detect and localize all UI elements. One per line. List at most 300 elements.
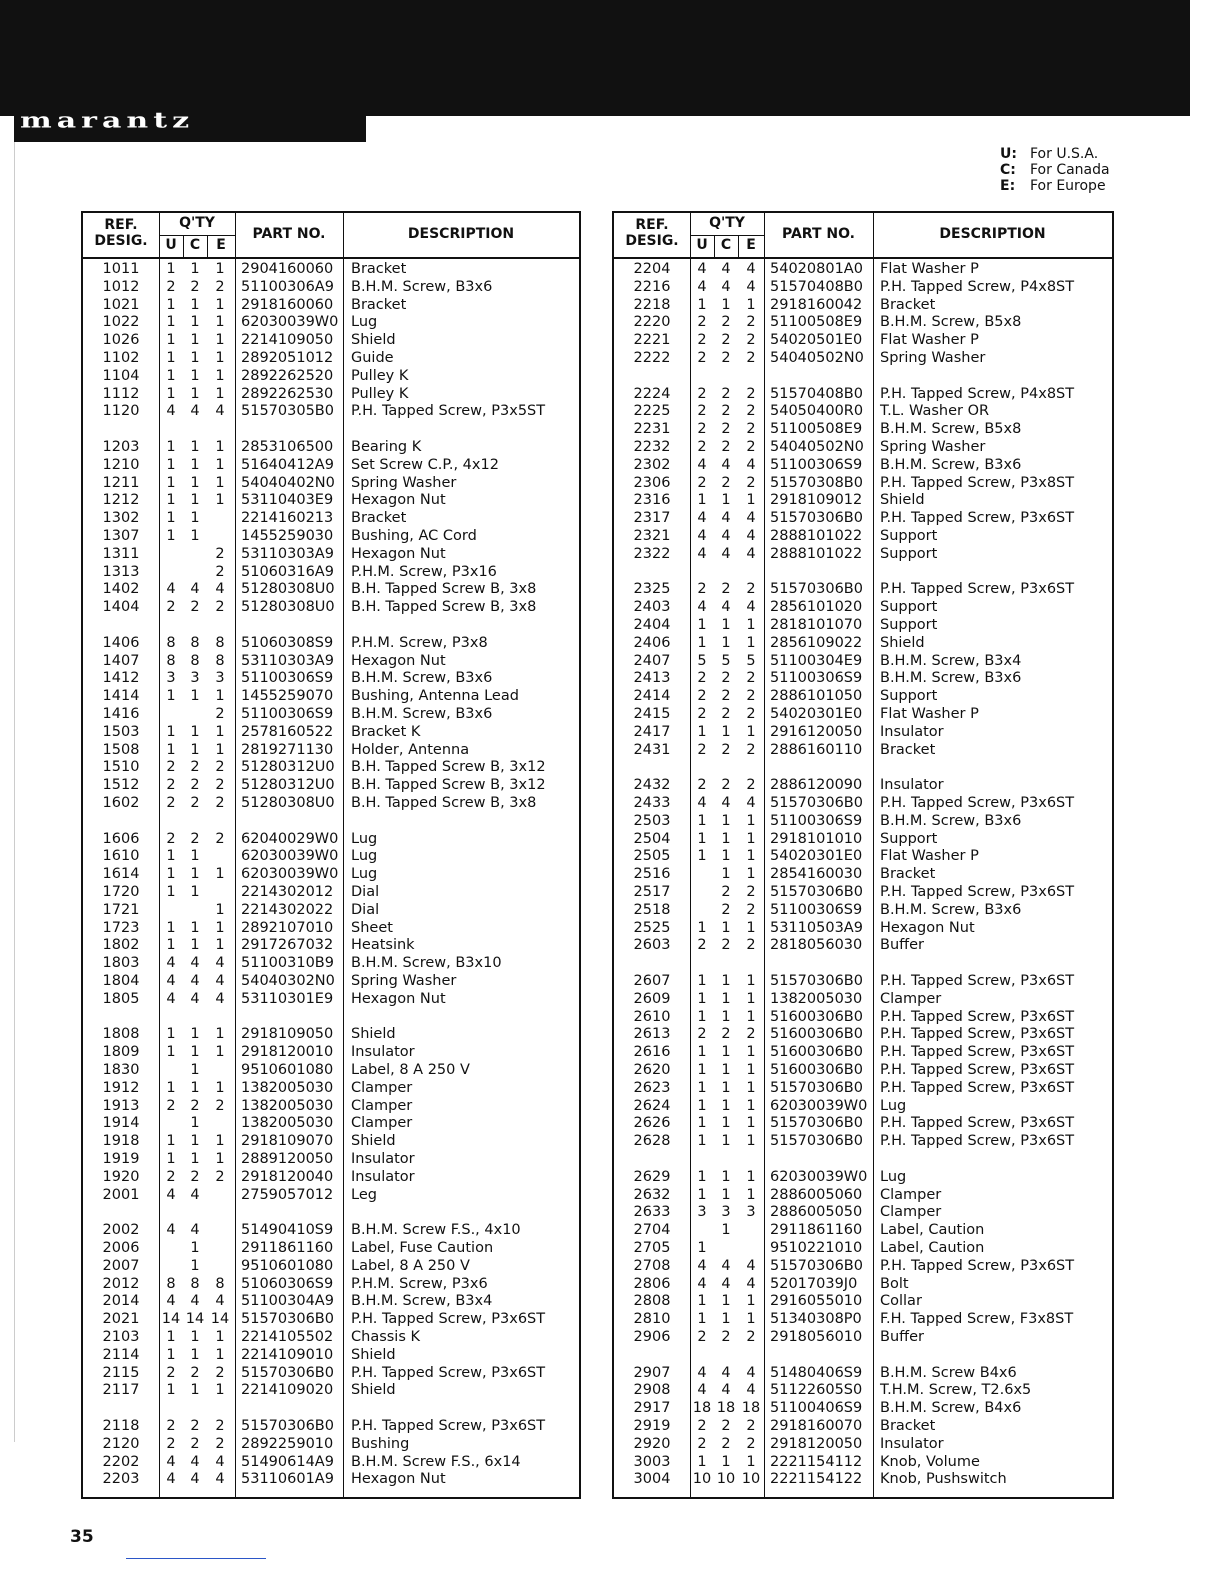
qty-c-cell: 1 (190, 919, 200, 936)
part-no-cell: 51100306S9 (241, 670, 334, 687)
description-cell: Clamper (351, 1097, 413, 1114)
qty-c-cell: 1 (190, 385, 200, 402)
qty-e-cell: 2 (746, 421, 756, 438)
header-description: DESCRIPTION (407, 226, 515, 242)
ref-desig-cell: 2007 (102, 1257, 140, 1274)
description-cell: B.H. Tapped Screw B, 3x8 (351, 581, 537, 598)
qty-u-cell: 2 (166, 1168, 176, 1185)
qty-c-cell: 2 (721, 332, 731, 349)
qty-e-cell: 1 (746, 848, 756, 865)
qty-u-cell: 1 (697, 1133, 707, 1150)
description-cell: P.H. Tapped Screw, P3x6ST (880, 1115, 1075, 1132)
table-row (614, 848, 1112, 866)
part-no-cell: 1382005030 (241, 1097, 334, 1114)
qty-e-cell: 1 (215, 314, 225, 331)
ref-desig-cell: 2906 (633, 1329, 671, 1345)
qty-e-cell: 1 (215, 1329, 225, 1345)
table-row (83, 1187, 579, 1205)
part-no-cell: 62030039W0 (770, 1168, 868, 1185)
qty-e-cell: 2 (746, 741, 756, 758)
qty-c-cell: 4 (190, 1471, 200, 1488)
description-cell: Support (880, 545, 938, 562)
description-cell: Leg (351, 1186, 377, 1203)
qty-c-cell: 3 (190, 670, 200, 687)
part-no-cell: 2214109050 (241, 332, 334, 349)
header-banner (0, 0, 1190, 116)
qty-c-cell: 1 (721, 1079, 731, 1096)
qty-e-cell: 1 (746, 617, 756, 633)
table-row (83, 528, 579, 546)
qty-c-cell: 4 (190, 973, 200, 989)
header-u: U (696, 237, 708, 253)
description-cell: P.H. Tapped Screw, P3x6ST (880, 884, 1075, 900)
ref-desig-cell: 1508 (102, 741, 140, 758)
ref-desig-cell: 3004 (633, 1471, 671, 1488)
qty-c-cell: 1 (721, 617, 731, 633)
qty-e-cell: 2 (746, 901, 756, 918)
description-cell: P.H. Tapped Screw, P3x6ST (880, 581, 1075, 598)
table-row (83, 457, 579, 475)
table-row (614, 653, 1112, 671)
qty-c-cell: 14 (185, 1311, 205, 1328)
qty-u-cell: 4 (697, 1382, 707, 1399)
qty-e-cell: 2 (215, 795, 225, 811)
description-cell: B.H. Tapped Screw B, 3x12 (351, 759, 546, 776)
part-no-cell: 2918109070 (241, 1133, 334, 1150)
qty-e-cell: 1 (746, 1115, 756, 1132)
qty-c-cell: 2 (721, 1418, 731, 1434)
qty-u-cell: 4 (166, 990, 176, 1007)
ref-desig-cell: 1805 (102, 990, 140, 1007)
part-no-cell: 51570306B0 (770, 510, 863, 527)
parts-table-left (81, 211, 581, 1499)
qty-c-cell: 1 (721, 1115, 731, 1132)
qty-e-cell: 1 (215, 1044, 225, 1061)
part-no-cell: 2918056010 (770, 1329, 863, 1345)
ref-desig-cell: 1311 (102, 545, 140, 562)
part-no-cell: 54020301E0 (770, 848, 863, 865)
description-cell: Insulator (351, 1151, 415, 1167)
part-no-cell: 51280308U0 (241, 795, 335, 811)
table-row (83, 1115, 579, 1133)
ref-desig-cell: 2203 (102, 1471, 140, 1488)
ref-desig-cell: 1120 (102, 403, 140, 420)
ref-desig-cell: 2220 (633, 314, 671, 331)
ref-desig-cell: 2505 (633, 848, 671, 865)
description-cell: P.H. Tapped Screw, P3x6ST (880, 510, 1075, 527)
part-no-cell: 62040029W0 (241, 830, 339, 847)
qty-c-cell: 1 (190, 1026, 200, 1043)
qty-u-cell: 2 (697, 1329, 707, 1345)
part-no-cell: 2221154112 (770, 1453, 863, 1470)
part-no-cell: 2854160030 (770, 866, 863, 883)
qty-c-cell: 1 (721, 973, 731, 989)
qty-e-cell: 4 (746, 261, 756, 277)
qty-u-cell: 1 (697, 1097, 707, 1114)
qty-u-cell: 2 (697, 937, 707, 954)
qty-u-cell: 2 (166, 759, 176, 776)
description-cell: Buffer (880, 1329, 925, 1345)
qty-c-cell: 1 (721, 812, 731, 829)
qty-c-cell: 2 (190, 1418, 200, 1434)
qty-c-cell: 4 (721, 528, 731, 544)
description-cell: B.H.M. Screw, B3x10 (351, 955, 502, 972)
qty-c-cell: 4 (721, 278, 731, 295)
table-row (83, 1365, 579, 1383)
part-no-cell: 51600306B0 (770, 1044, 863, 1061)
qty-u-cell: 1 (166, 937, 176, 954)
part-no-cell: 2886160110 (770, 741, 863, 758)
table-row (83, 1329, 579, 1347)
qty-u-cell: 1 (697, 1186, 707, 1203)
ref-desig-cell: 1802 (102, 937, 140, 954)
ref-desig-cell: 2006 (102, 1240, 140, 1256)
qty-u-cell: 1 (166, 492, 176, 509)
qty-e-cell: 4 (215, 403, 225, 420)
qty-c-cell: 4 (190, 1186, 200, 1203)
qty-c-cell: 4 (721, 510, 731, 527)
ref-desig-cell: 2433 (633, 795, 671, 811)
qty-e-cell: 4 (746, 456, 756, 473)
legend-text: For U.S.A. (1030, 146, 1099, 162)
table-row (614, 706, 1112, 724)
qty-e-cell: 2 (746, 1418, 756, 1434)
part-no-cell: 54040502N0 (770, 350, 864, 366)
qty-c-cell: 4 (721, 795, 731, 811)
description-cell: P.H. Tapped Screw, P3x8ST (880, 474, 1075, 491)
table-row (83, 848, 579, 866)
qty-c-cell: 1 (190, 884, 200, 900)
table-row (83, 492, 579, 510)
ref-desig-cell: 1919 (102, 1151, 140, 1167)
qty-u-cell: 2 (166, 830, 176, 847)
part-no-cell: 51480406S9 (770, 1364, 863, 1381)
description-cell: Insulator (880, 777, 944, 794)
table-row (614, 1222, 1112, 1240)
part-no-cell: 51060316A9 (241, 563, 334, 580)
qty-c-cell: 2 (721, 1329, 731, 1345)
description-cell: Bushing, Antenna Lead (351, 688, 519, 705)
part-no-cell: 62030039W0 (770, 1097, 868, 1114)
table-row (83, 1258, 579, 1276)
qty-c-cell: 2 (721, 1435, 731, 1452)
ref-desig-cell: 2014 (102, 1293, 140, 1310)
ref-desig-cell: 2002 (102, 1222, 140, 1239)
part-no-cell: 2918109050 (241, 1026, 334, 1043)
qty-e-cell: 2 (746, 937, 756, 954)
part-no-cell: 51280308U0 (241, 599, 335, 616)
part-no-cell: 2892259010 (241, 1435, 334, 1452)
table-row (83, 1151, 579, 1169)
qty-c-cell: 4 (190, 581, 200, 598)
table-row (83, 279, 579, 297)
ref-desig-cell: 2001 (102, 1186, 140, 1203)
ref-desig-cell: 2806 (633, 1275, 671, 1292)
qty-c-cell: 1 (190, 1079, 200, 1096)
part-no-cell: 51640412A9 (241, 456, 334, 473)
table-row (83, 724, 579, 742)
part-no-cell: 51600306B0 (770, 1062, 863, 1078)
description-cell: Bearing K (351, 439, 422, 455)
description-cell: Support (880, 688, 938, 705)
qty-e-cell: 1 (215, 1026, 225, 1043)
qty-e-cell: 1 (746, 1079, 756, 1096)
table-row (614, 475, 1112, 493)
ref-desig-cell: 2302 (633, 456, 671, 473)
qty-u-cell: 1 (166, 296, 176, 313)
table-row (83, 1454, 579, 1472)
description-cell: Hexagon Nut (880, 919, 975, 936)
description-cell: P.H. Tapped Screw, P3x6ST (880, 1133, 1075, 1150)
table-row (614, 920, 1112, 938)
qty-e-cell: 1 (746, 1062, 756, 1078)
qty-e-cell: 1 (746, 723, 756, 740)
qty-c-cell: 2 (721, 421, 731, 438)
header-part-no: PART NO. (252, 226, 326, 242)
qty-e-cell: 3 (215, 670, 225, 687)
qty-c-cell: 2 (190, 759, 200, 776)
description-cell: P.H.M. Screw, P3x16 (351, 563, 497, 580)
qty-u-cell: 4 (697, 599, 707, 616)
description-cell: Support (880, 617, 938, 633)
qty-u-cell: 2 (697, 314, 707, 331)
ref-desig-cell: 1211 (102, 474, 140, 491)
ref-desig-cell: 2623 (633, 1079, 671, 1096)
description-cell: Dial (351, 901, 380, 918)
table-row (614, 350, 1112, 368)
qty-c-cell: 8 (190, 652, 200, 669)
part-no-cell: 2918160060 (241, 296, 334, 313)
qty-u-cell: 1 (697, 1062, 707, 1078)
description-cell: Shield (880, 634, 925, 651)
qty-u-cell: 2 (166, 1364, 176, 1381)
qty-u-cell: 1 (697, 1168, 707, 1185)
ref-desig-cell: 2917 (633, 1400, 671, 1417)
table-row (614, 1062, 1112, 1080)
description-cell: P.H.M. Screw, P3x6 (351, 1275, 488, 1292)
description-cell: Collar (880, 1293, 922, 1310)
ref-desig-cell: 2414 (633, 688, 671, 705)
qty-u-cell: 1 (697, 1453, 707, 1470)
qty-c-cell: 4 (190, 403, 200, 420)
ref-desig-cell: 2218 (633, 296, 671, 313)
ref-desig-cell: 1503 (102, 723, 140, 740)
part-no-cell: 2911861160 (770, 1222, 863, 1239)
legend-code: C: (1000, 162, 1016, 178)
table-row (83, 297, 579, 315)
qty-e-cell: 1 (746, 1168, 756, 1185)
qty-e-cell: 2 (746, 777, 756, 794)
qty-e-cell: 1 (746, 919, 756, 936)
part-no-cell: 2214302012 (241, 884, 334, 900)
description-cell: B.H.M. Screw F.S., 6x14 (351, 1453, 521, 1470)
table-row (614, 795, 1112, 813)
table-row (83, 1240, 579, 1258)
part-no-cell: 2892107010 (241, 919, 334, 936)
description-cell: Clamper (351, 1079, 413, 1096)
qty-c-cell: 1 (721, 990, 731, 1007)
qty-u-cell: 4 (697, 528, 707, 544)
ref-desig-cell: 2415 (633, 706, 671, 722)
qty-u-cell: 2 (166, 1097, 176, 1114)
qty-e-cell: 1 (215, 1382, 225, 1399)
header-description: DESCRIPTION (939, 226, 1046, 242)
ref-desig-cell: 1723 (102, 919, 140, 936)
table-row (83, 902, 579, 920)
qty-c-cell: 2 (721, 670, 731, 687)
description-cell: Flat Washer P (880, 261, 979, 277)
table-row (614, 1240, 1112, 1258)
description-cell: T.L. Washer OR (880, 403, 990, 420)
description-cell: Pulley K (351, 367, 409, 384)
qty-e-cell: 4 (746, 528, 756, 544)
qty-c-cell: 4 (721, 1275, 731, 1292)
table-row (83, 1311, 579, 1329)
ref-desig-cell: 2920 (633, 1435, 671, 1452)
table-row (614, 457, 1112, 475)
table-row (83, 670, 579, 688)
ref-desig-cell: 1210 (102, 456, 140, 473)
qty-u-cell: 2 (697, 439, 707, 455)
qty-u-cell: 1 (166, 919, 176, 936)
qty-c-cell: 1 (721, 723, 731, 740)
description-cell: Bracket K (351, 723, 421, 740)
ref-desig-cell: 2610 (633, 1008, 671, 1025)
qty-e-cell: 2 (215, 563, 225, 580)
description-cell: P.H. Tapped Screw, P3x6ST (880, 1008, 1075, 1025)
ref-desig-cell: 2317 (633, 510, 671, 527)
part-no-cell: 51280312U0 (241, 759, 335, 776)
parts-table-right (612, 211, 1114, 1499)
part-no-cell: 51100306S9 (770, 456, 863, 473)
qty-u-cell: 1 (166, 1382, 176, 1399)
description-cell: Flat Washer P (880, 332, 979, 349)
part-no-cell: 2214302022 (241, 901, 334, 918)
qty-c-cell: 18 (716, 1400, 736, 1417)
qty-u-cell: 1 (697, 492, 707, 509)
part-no-cell: 51490614A9 (241, 1453, 334, 1470)
table-row (83, 439, 579, 457)
qty-u-cell: 1 (697, 1240, 707, 1256)
qty-u-cell: 1 (166, 350, 176, 366)
description-cell: B.H. Tapped Screw B, 3x12 (351, 777, 546, 794)
ref-desig-cell: 1809 (102, 1044, 140, 1061)
qty-u-cell: 4 (166, 955, 176, 972)
qty-e-cell: 2 (746, 385, 756, 402)
ref-desig-cell: 1112 (102, 385, 140, 402)
qty-e-cell: 2 (746, 403, 756, 420)
qty-u-cell: 2 (697, 1435, 707, 1452)
table-row (83, 1436, 579, 1454)
qty-e-cell: 1 (215, 741, 225, 758)
ref-desig-cell: 2316 (633, 492, 671, 509)
part-no-cell: 2911861160 (241, 1240, 334, 1256)
qty-c-cell: 1 (721, 1097, 731, 1114)
qty-c-cell: 1 (190, 1240, 200, 1256)
qty-e-cell: 2 (215, 1418, 225, 1434)
qty-e-cell: 18 (741, 1400, 761, 1417)
ref-desig-cell: 2306 (633, 474, 671, 491)
description-cell: Shield (880, 492, 925, 509)
qty-e-cell: 8 (215, 1275, 225, 1292)
description-cell: Shield (351, 332, 396, 349)
qty-c-cell: 2 (190, 1364, 200, 1381)
qty-u-cell: 1 (697, 634, 707, 651)
qty-e-cell: 2 (215, 759, 225, 776)
qty-u-cell: 1 (166, 385, 176, 402)
qty-e-cell: 1 (215, 1133, 225, 1150)
description-cell: Bracket (351, 510, 407, 527)
table-row (614, 1471, 1112, 1489)
table-row (614, 1080, 1112, 1098)
description-cell: Holder, Antenna (351, 741, 470, 758)
legend-code: E: (1000, 178, 1016, 194)
table-row (614, 1133, 1112, 1151)
part-no-cell: 51100306A9 (241, 278, 334, 295)
qty-e-cell: 1 (215, 919, 225, 936)
qty-c-cell: 4 (190, 1453, 200, 1470)
qty-u-cell: 2 (697, 688, 707, 705)
table-row (83, 937, 579, 955)
description-cell: B.H.M. Screw, B3x6 (880, 456, 1022, 473)
part-no-cell: 51100306S9 (770, 812, 863, 829)
ref-desig-cell: 2231 (633, 421, 671, 438)
part-no-cell: 2918109012 (770, 492, 863, 509)
legend-text: For Canada (1030, 162, 1110, 178)
qty-c-cell: 1 (190, 314, 200, 331)
header-qty-rule (690, 235, 764, 236)
qty-c-cell: 1 (190, 510, 200, 527)
description-cell: Insulator (880, 1435, 944, 1452)
qty-e-cell: 2 (215, 830, 225, 847)
footer-rule (126, 1558, 266, 1559)
qty-c-cell: 4 (721, 1364, 731, 1381)
ref-desig-cell: 1203 (102, 439, 140, 455)
part-no-cell: 51570306B0 (241, 1311, 334, 1328)
description-cell: Lug (351, 314, 378, 331)
table-row (83, 1293, 579, 1311)
qty-c-cell: 4 (721, 545, 731, 562)
table-row (614, 1009, 1112, 1027)
part-no-cell: 2853106500 (241, 439, 334, 455)
qty-u-cell: 2 (697, 332, 707, 349)
qty-e-cell: 4 (746, 599, 756, 616)
qty-c-cell: 2 (721, 937, 731, 954)
ref-desig-cell: 1022 (102, 314, 140, 331)
ref-desig-cell: 2114 (102, 1346, 140, 1363)
qty-e-cell: 4 (746, 1275, 756, 1292)
qty-u-cell: 4 (166, 581, 176, 598)
part-no-cell: 2889120050 (241, 1151, 334, 1167)
part-no-cell: 2856109022 (770, 634, 863, 651)
qty-e-cell: 1 (215, 688, 225, 705)
qty-u-cell: 4 (697, 510, 707, 527)
description-cell: F.H. Tapped Screw, F3x8ST (880, 1311, 1074, 1328)
part-no-cell: 54040302N0 (241, 973, 335, 989)
table-row (614, 1418, 1112, 1436)
table-row (83, 831, 579, 849)
part-no-cell: 51100508E9 (770, 421, 863, 438)
ref-desig-cell: 2204 (633, 261, 671, 277)
description-cell: Support (880, 599, 938, 616)
qty-e-cell: 4 (746, 1364, 756, 1381)
description-cell: P.H. Tapped Screw, P3x6ST (880, 1026, 1075, 1043)
ref-desig-cell: 2609 (633, 990, 671, 1007)
qty-c-cell: 1 (190, 1133, 200, 1150)
qty-e-cell: 2 (746, 439, 756, 455)
ref-desig-cell: 1614 (102, 866, 140, 883)
qty-c-cell: 2 (190, 795, 200, 811)
